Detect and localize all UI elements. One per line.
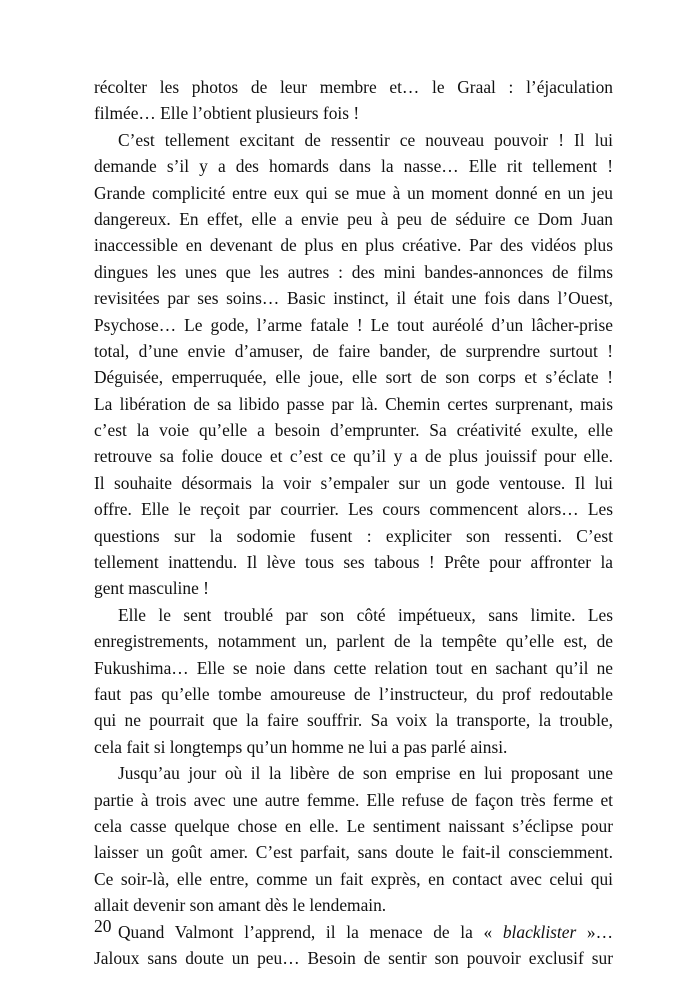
- text-line: récolter les photos de leur membre et… le Graal : l’éjaculation: [94, 77, 613, 97]
- text-line: gent masculine !: [94, 578, 209, 599]
- text-line: dingues les unes que les autres : des mini bandes-annonces de films: [94, 261, 613, 282]
- text-line: Ce soir-là, elle entre, comme un fait exprès, en contact avec celui qui: [94, 868, 613, 889]
- text-line: La libération de sa libido passe par là. Chemin certes surprenant, mais: [94, 393, 613, 414]
- text-line: allait devenir son amant dès le lendemain.: [94, 895, 387, 916]
- page-number: 20: [94, 916, 112, 936]
- text-line: Psychose… Le gode, l’arme fatale ! Le tout auréolé d’un lâcher-prise: [94, 314, 613, 335]
- text-line: revisitées par ses soins… Basic instinct, il était une fois dans l’Ouest,: [94, 288, 613, 309]
- text-line: qui ne pourrait que la faire souffrir. Sa voix la transporte, la trouble,: [94, 710, 613, 731]
- text-line: filmée… Elle l’obtient plusieurs fois !: [94, 103, 360, 124]
- text-line: retrouve sa folie douce et c’est ce qu’il y a de plus jouissif pour elle.: [94, 446, 613, 467]
- text-run: »…: [576, 921, 614, 942]
- text-line: Il souhaite désormais la voir s’empaler sur un gode ventouse. Il lui: [94, 472, 613, 493]
- text-line: enregistrements, notamment un, parlent de la tempête qu’elle est, de: [94, 631, 613, 652]
- paragraph-3: [94, 602, 613, 760]
- text-line: [94, 919, 613, 945]
- text-line: Fukushima… Elle se noie dans cette relation tout en sachant qu’il ne: [94, 657, 613, 678]
- paragraph-1: [94, 74, 613, 127]
- text-line: laisser un goût amer. C’est parfait, sans doute le fait-il consciemment.: [94, 842, 613, 863]
- text-line: Grande complicité entre eux qui se mue à un moment donné en un jeu: [94, 182, 613, 203]
- text-line: offre. Elle le reçoit par courrier. Les cours commencent alors… Les: [94, 499, 613, 520]
- paragraph-4: [94, 760, 613, 918]
- text-line: cela casse quelque chose en elle. Le sentiment naissant s’éclipse pour: [94, 815, 613, 836]
- text-line: demande s’il y a des homards dans la nasse… Elle rit tellement !: [94, 156, 613, 177]
- text-line: partie à trois avec une autre femme. Elle refuse de façon très ferme et: [94, 789, 613, 810]
- text-run: Quand Valmont l’apprend, il la menace de la «: [118, 921, 503, 942]
- text-line: Jaloux sans doute un peu… Besoin de sentir son pouvoir exclusif sur: [94, 947, 613, 968]
- text-line: dangereux. En effet, elle a envie peu à peu de séduire ce Dom Juan: [94, 208, 613, 229]
- body-text: [94, 74, 613, 971]
- italic-word: blacklister: [502, 921, 577, 942]
- text-line: total, d’une envie d’amuser, de faire bander, de surprendre surtout !: [94, 340, 613, 361]
- text-line: questions sur la sodomie fusent : expliciter son ressenti. C’est: [94, 525, 613, 546]
- text-line: inaccessible en devenant de plus en plus créative. Par des vidéos plus: [94, 235, 613, 256]
- text-line: tellement inattendu. Il lève tous ses tabous ! Prête pour affronter la: [94, 552, 613, 573]
- text-line: Elle le sent troublé par son côté impétueux, sans limite. Les: [118, 604, 613, 625]
- text-line: Jusqu’au jour où il la libère de son emprise en lui proposant une: [118, 763, 613, 784]
- text-line: C’est tellement excitant de ressentir ce nouveau pouvoir ! Il lui: [118, 129, 613, 150]
- text-line: cela fait si longtemps qu’un homme ne lui a pas parlé ainsi.: [94, 736, 508, 757]
- paragraph-2: [94, 127, 613, 602]
- text-line: Déguisée, emperruquée, elle joue, elle sort de son corps et s’éclate !: [94, 367, 613, 388]
- text-line: c’est la voie qu’elle a besoin d’emprunter. Sa créativité exulte, elle: [94, 420, 613, 441]
- text-line: faut pas qu’elle tombe amoureuse de l’instructeur, du prof redoutable: [94, 683, 613, 704]
- paragraph-5: [94, 919, 613, 972]
